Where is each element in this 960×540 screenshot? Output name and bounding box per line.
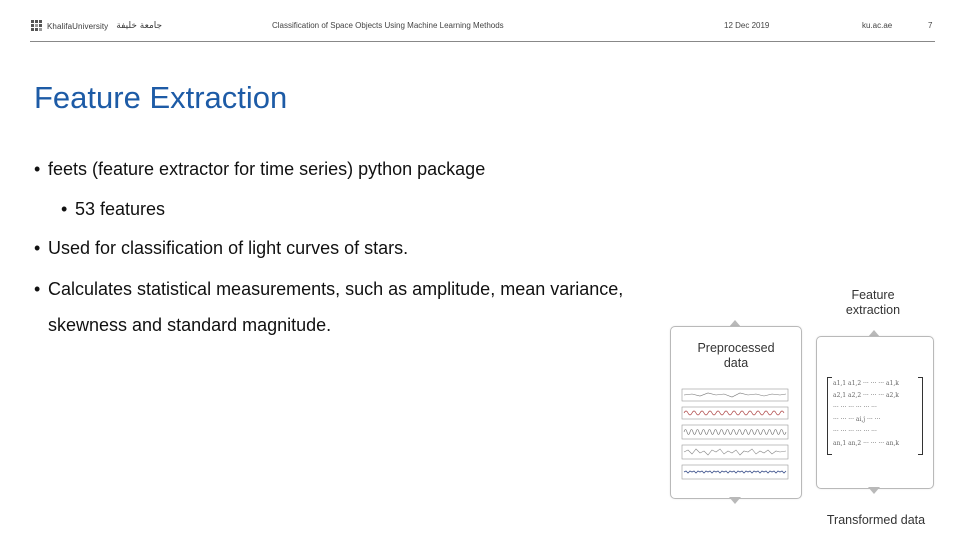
matrix-row: a1,1 a1,2 ··· ··· ··· a1,k — [833, 380, 899, 387]
matrix-bracket-left — [827, 377, 832, 455]
preprocessed-label-line2: data — [723, 356, 749, 370]
time-series-thumbnails — [678, 381, 794, 491]
logo-text-arabic: جامعة خليفة — [116, 21, 163, 31]
bullet-text: feets (feature extractor for time series) python package — [48, 159, 486, 179]
card-notch-bottom — [729, 497, 741, 504]
deck-title: Classification of Space Objects Using Machine Learning Methods — [272, 21, 504, 30]
bullet-dot-icon: • — [34, 159, 41, 179]
preprocessed-label-line1: Preprocessed — [697, 341, 775, 355]
matrix-row: ··· ··· ··· ai,j ··· ··· — [833, 416, 881, 423]
feature-extraction-label — [836, 288, 910, 318]
bullet-dot-icon: • — [61, 199, 68, 219]
preprocessed-data-card — [670, 326, 802, 499]
bullet-text: Calculates statistical measurements, such as amplitude, mean variance, — [48, 279, 624, 299]
card-notch-bottom — [868, 487, 880, 494]
page-number: 7 — [928, 21, 933, 30]
bullet-dot-icon: • — [34, 279, 41, 299]
feature-matrix — [827, 377, 923, 453]
transformed-data-card — [816, 336, 934, 489]
website-link[interactable]: ku.ac.ae — [862, 21, 893, 30]
bullet-statistics-continuation: skewness and standard magnitude. — [48, 315, 332, 335]
bullet-feets — [34, 159, 485, 180]
bullet-text: Used for classification of light curves of stars. — [48, 238, 409, 258]
preprocessed-label — [671, 341, 801, 371]
transformed-data-label: Transformed data — [826, 513, 926, 527]
logo-text-english: KhalifaUniversity — [47, 21, 109, 31]
deck-date: 12 Dec 2019 — [724, 21, 770, 30]
matrix-row: ··· ··· ··· ··· ··· ··· — [833, 404, 877, 411]
header-divider — [30, 41, 935, 42]
slide-title: Feature Extraction — [34, 80, 288, 115]
bullet-classification — [34, 238, 408, 259]
bullet-text: 53 features — [75, 199, 166, 219]
bullet-53-features — [61, 199, 165, 220]
matrix-bracket-right — [918, 377, 923, 455]
feature-label-line2: extraction — [845, 303, 901, 317]
bullet-statistics — [34, 279, 623, 300]
logo-mark-icon — [30, 19, 44, 33]
matrix-row: ··· ··· ··· ··· ··· ··· — [833, 428, 877, 435]
matrix-row: an,1 an,2 ··· ··· ··· an,k — [833, 440, 900, 447]
bullet-dot-icon: • — [34, 238, 41, 258]
feature-label-line1: Feature — [851, 288, 895, 302]
university-logo — [30, 17, 162, 35]
matrix-row: a2,1 a2,2 ··· ··· ··· a2,k — [833, 392, 899, 399]
slide-header — [0, 0, 960, 44]
